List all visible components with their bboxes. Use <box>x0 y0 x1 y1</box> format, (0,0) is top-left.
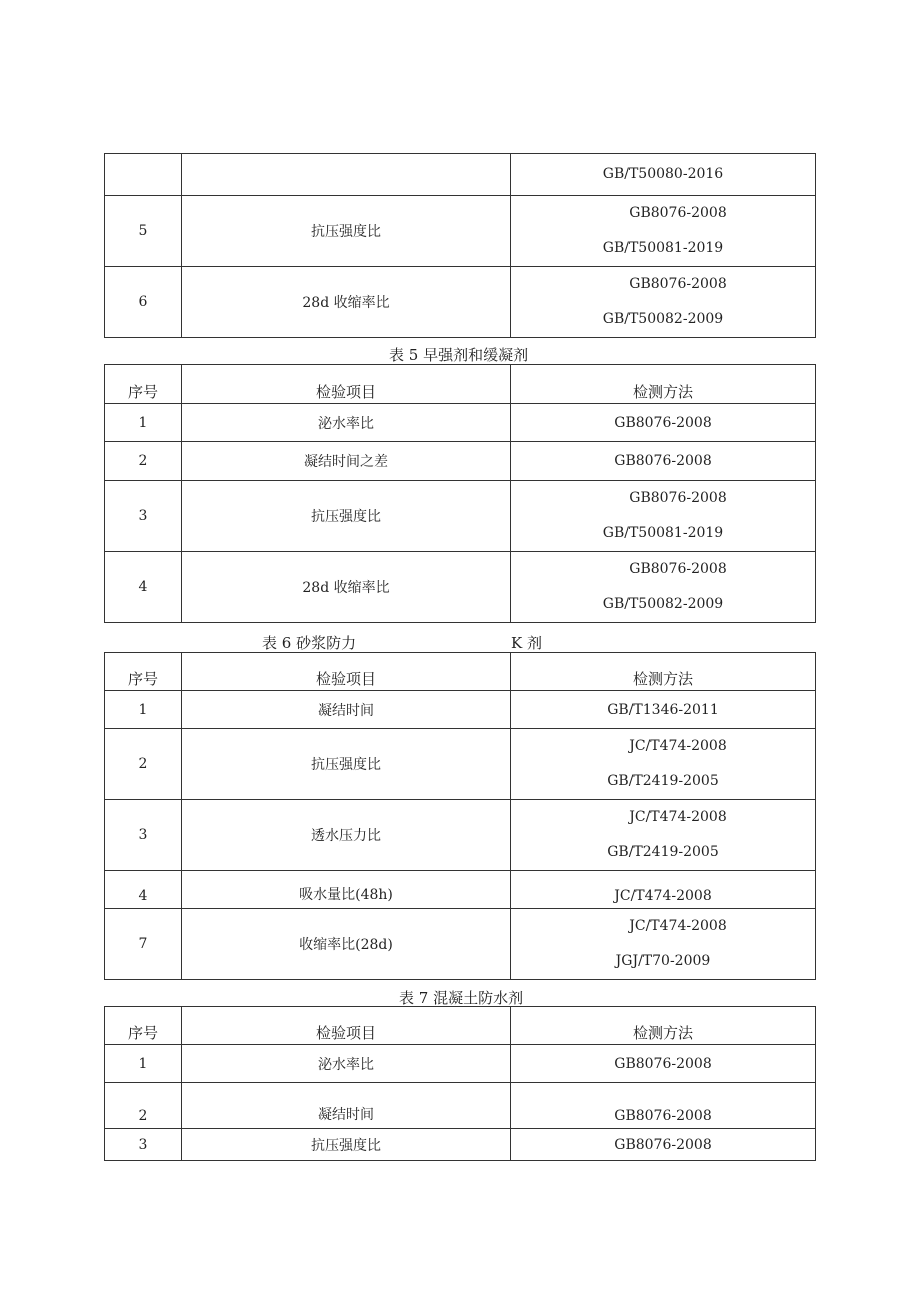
cell-no <box>105 154 182 196</box>
table-row <box>105 442 816 481</box>
table-header-row <box>105 1007 816 1045</box>
cell-method: GB8076-2008 <box>511 1083 816 1129</box>
cell-item: 抗压强度比 <box>182 729 511 800</box>
cell-method: GB8076-2008 <box>511 442 816 481</box>
header-method: 检测方法 <box>511 1007 816 1045</box>
method-line: GB/T2419-2005 <box>607 844 719 860</box>
table-header-row <box>105 653 816 691</box>
cell-item: 透水压力比 <box>182 800 511 871</box>
cell-method <box>511 729 816 800</box>
cell-no: 7 <box>105 909 182 980</box>
cell-method <box>511 481 816 552</box>
cell-no: 2 <box>105 1083 182 1129</box>
method-line: JC/T474-2008 <box>629 918 727 934</box>
cell-method <box>511 800 816 871</box>
header-method: 检测方法 <box>511 365 816 404</box>
cell-no: 3 <box>105 1129 182 1161</box>
cell-item: 凝结时间之差 <box>182 442 511 481</box>
method-line: JGJ/T70-2009 <box>615 953 711 969</box>
cell-no: 3 <box>105 800 182 871</box>
cell-no: 1 <box>105 404 182 442</box>
cell-item: 泌水率比 <box>182 404 511 442</box>
table-row <box>105 800 816 871</box>
table-header-row <box>105 365 816 404</box>
table-row <box>105 154 816 196</box>
cell-item: 28d 收缩率比 <box>182 552 511 623</box>
table-top <box>104 153 816 338</box>
table6 <box>104 652 816 980</box>
table6-caption-right: K 剂 <box>511 634 542 652</box>
method-line: GB/T50080-2016 <box>602 166 724 182</box>
cell-item: 吸水量比(48h) <box>182 871 511 909</box>
method-line: GB8076-2008 <box>629 276 727 292</box>
table-row <box>105 404 816 442</box>
table-row <box>105 196 816 267</box>
cell-item: 抗压强度比 <box>182 1129 511 1161</box>
header-no: 序号 <box>105 653 182 691</box>
cell-no: 6 <box>105 267 182 338</box>
cell-no: 1 <box>105 1045 182 1083</box>
cell-method: GB8076-2008 <box>511 1129 816 1161</box>
cell-item: 收缩率比(28d) <box>182 909 511 980</box>
table-row <box>105 871 816 909</box>
cell-method: GB8076-2008 <box>511 404 816 442</box>
header-item: 检验项目 <box>182 365 511 404</box>
header-no: 序号 <box>105 1007 182 1045</box>
cell-item: 凝结时间 <box>182 1083 511 1129</box>
method-line: GB8076-2008 <box>629 561 727 577</box>
cell-item: 泌水率比 <box>182 1045 511 1083</box>
method-line: GB/T2419-2005 <box>607 773 719 789</box>
cell-no: 2 <box>105 729 182 800</box>
header-item: 检验项目 <box>182 653 511 691</box>
cell-no: 1 <box>105 691 182 729</box>
cell-method <box>511 154 816 196</box>
cell-method <box>511 267 816 338</box>
table6-caption-left: 表 6 砂浆防力 <box>262 634 357 652</box>
cell-item: 抗压强度比 <box>182 196 511 267</box>
method-line: GB8076-2008 <box>629 205 727 221</box>
method-line: GB/T50082-2009 <box>602 596 724 612</box>
table-row <box>105 691 816 729</box>
cell-item: 凝结时间 <box>182 691 511 729</box>
method-line: GB8076-2008 <box>629 490 727 506</box>
cell-method <box>511 552 816 623</box>
table7 <box>104 1006 816 1161</box>
table5 <box>104 364 816 623</box>
cell-no: 4 <box>105 552 182 623</box>
method-line: JC/T474-2008 <box>629 738 727 754</box>
table7-caption: 表 7 混凝土防水剂 <box>399 989 524 1007</box>
table-row <box>105 1129 816 1161</box>
cell-method: GB8076-2008 <box>511 1045 816 1083</box>
header-item: 检验项目 <box>182 1007 511 1045</box>
table-row <box>105 481 816 552</box>
header-method: 检测方法 <box>511 653 816 691</box>
table5-caption: 表 5 早强剂和缓凝剂 <box>389 346 529 364</box>
cell-method <box>511 909 816 980</box>
table-row <box>105 1083 816 1129</box>
cell-method: JC/T474-2008 <box>511 871 816 909</box>
cell-item <box>182 154 511 196</box>
table-row <box>105 267 816 338</box>
cell-no: 2 <box>105 442 182 481</box>
table-row <box>105 909 816 980</box>
cell-no: 4 <box>105 871 182 909</box>
method-line: GB/T50081-2019 <box>602 525 724 541</box>
method-line: GB/T50081-2019 <box>602 240 724 256</box>
table-row <box>105 1045 816 1083</box>
cell-no: 3 <box>105 481 182 552</box>
cell-item: 抗压强度比 <box>182 481 511 552</box>
method-line: JC/T474-2008 <box>629 809 727 825</box>
header-no: 序号 <box>105 365 182 404</box>
cell-no: 5 <box>105 196 182 267</box>
cell-method <box>511 196 816 267</box>
method-line: GB/T50082-2009 <box>602 311 724 327</box>
cell-item: 28d 收缩率比 <box>182 267 511 338</box>
cell-method: GB/T1346-2011 <box>511 691 816 729</box>
table-row <box>105 729 816 800</box>
table-row <box>105 552 816 623</box>
